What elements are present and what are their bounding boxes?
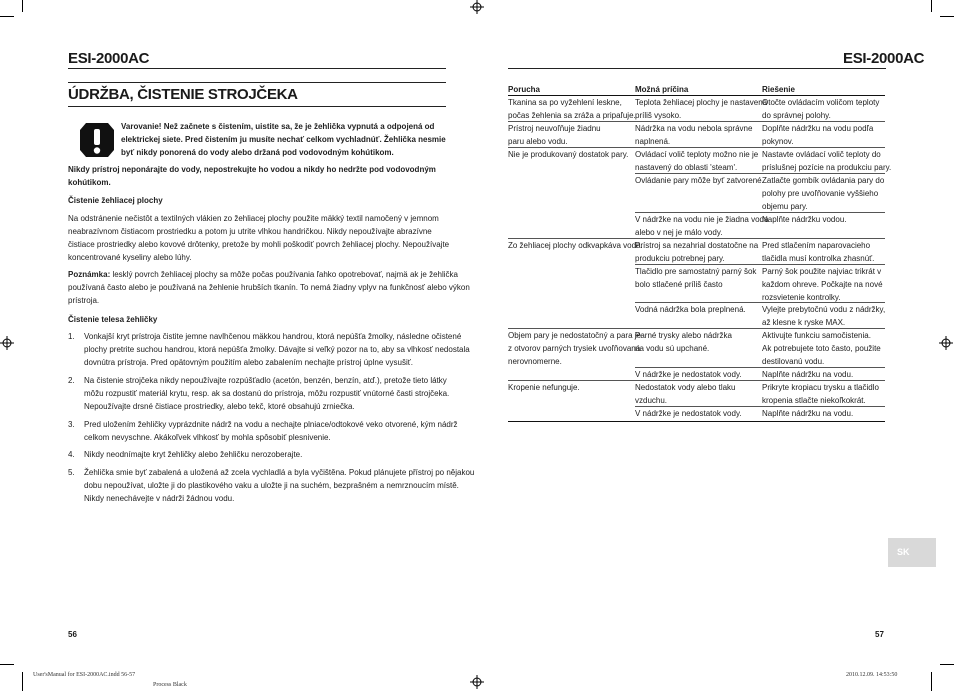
language-tab bbox=[888, 538, 936, 567]
body-line: čistiace prostriedky alebo kovové drôtenky, pretože by mohli poškodiť povrch žehliacej plochy. Nepoužívajte bbox=[68, 240, 450, 249]
registration-mark-icon bbox=[470, 675, 484, 689]
table-cell: V nádržke je nedostatok vody. bbox=[635, 370, 742, 379]
page-number-left: 56 bbox=[68, 630, 77, 639]
crop-mark bbox=[0, 16, 14, 17]
table-cell: Tkanina sa po vyžehlení leskne, bbox=[508, 98, 622, 107]
table-cell: pokynov. bbox=[762, 137, 794, 146]
note-text: lesklý povrch žehliacej plochy sa môže počas používania ľahko opotrebovať, najmä ak je žehlička bbox=[110, 270, 458, 279]
table-header-solution: Riešenie bbox=[762, 85, 795, 94]
table-cell: rozsvietenie kontrolky. bbox=[762, 293, 841, 302]
footer-file: User'sManual for ESI-2000AC.indd 56-57 bbox=[33, 672, 136, 678]
table-cell: alebo v nej je málo vody. bbox=[635, 228, 723, 237]
step-line: môžu rozpustiť materiál krytu, resp. ak sa dostanú do prístroja, môžu rozpustiť vnútorné časti strojčeka. bbox=[84, 389, 450, 398]
table-cell: Nedostatok vody alebo tlaku bbox=[635, 383, 736, 392]
step-number: 2. bbox=[68, 376, 75, 385]
table-cell: bolo stlačené príliš často bbox=[635, 280, 723, 289]
table-cell: Otočte ovládacím voličom teploty bbox=[762, 98, 880, 107]
step-line: celkom nevyschne. Akákoľvek vlhkosť by mohla spôsobiť plesnivenie. bbox=[84, 433, 331, 442]
step-line: dovnútra prístroja. Pred opätovným použitím alebo zabalením nechajte prístroj úplne vysušiť. bbox=[84, 358, 413, 367]
table-cell: naplnená. bbox=[635, 137, 671, 146]
title-rule-bottom bbox=[68, 106, 446, 107]
body-line: používaná často alebo je používaná na žehlenie hrubších tkanín. To nemá žiadny vplyv na funkčnosť alebo výkon bbox=[68, 283, 470, 292]
step-number: 3. bbox=[68, 420, 75, 429]
step-number: 5. bbox=[68, 468, 75, 477]
table-cell: Aktivujte funkciu samočistenia. bbox=[762, 331, 871, 340]
table-cell: Kropenie nefunguje. bbox=[508, 383, 580, 392]
table-cell: Naplňte nádržku na vodu. bbox=[762, 409, 854, 418]
step-line: dobu nepoužívat, uložte ji do plastikového vaku a uložte ji na suchém, bezprašném a nemrznoucím místě. bbox=[84, 481, 459, 490]
step-line: plochy pretrite suchou handrou, ktorá nepúšťa žmolky. Dávajte si veľký pozor na to, aby sa vlhkosť nedostala bbox=[84, 345, 470, 354]
table-cell: Parný šok použite najviac trikrát v bbox=[762, 267, 882, 276]
table-cell: Prikryte kropiacu trysku a tlačidlo bbox=[762, 383, 879, 392]
table-cell: Ak potrebujete toto často, použite bbox=[762, 344, 881, 353]
header-rule-right bbox=[508, 68, 886, 69]
table-cell: nerovnomerne. bbox=[508, 357, 562, 366]
table-header-cause: Možná príčina bbox=[635, 85, 689, 94]
exclamation-warning-icon bbox=[79, 121, 115, 159]
footer-process: Process Black bbox=[153, 682, 187, 688]
step-line: Pred uložením žehličky vyprázdnite nádrž na vodu a nechajte plniace/odtokové veko otvorené, kým nádrž bbox=[84, 420, 458, 429]
crop-mark bbox=[0, 664, 14, 665]
table-rule bbox=[508, 421, 885, 422]
table-cell: Pred stlačením naparovacieho bbox=[762, 241, 871, 250]
table-cell: až klesne k ryske MAX. bbox=[762, 318, 846, 327]
table-cell: Nádržka na vodu nebola správne bbox=[635, 124, 753, 133]
page-title: ÚDRŽBA, ČISTENIE STROJČEKA bbox=[68, 86, 298, 103]
note-label: Poznámka: bbox=[68, 270, 111, 279]
crop-mark bbox=[931, 672, 932, 691]
table-cell: nastavený do oblasti 'steam'. bbox=[635, 163, 738, 172]
table-cell: Vodná nádržka bola preplnená. bbox=[635, 305, 746, 314]
table-cell: Ovládanie pary môže byť zatvorené. bbox=[635, 176, 764, 185]
crop-mark bbox=[22, 672, 23, 691]
step-line: Vonkajší kryt prístroja čistite jemne navlhčenou mäkkou handrou, ktorá nepúšťa žmolky, následne očistené bbox=[84, 332, 462, 341]
note-line: kohútikom. bbox=[68, 178, 111, 187]
section-heading-soleplate: Čistenie žehliacej plochy bbox=[68, 196, 163, 205]
table-cell: Doplňte nádržku na vodu podľa bbox=[762, 124, 874, 133]
registration-mark-icon bbox=[470, 0, 484, 14]
registration-mark-icon bbox=[0, 336, 14, 350]
table-cell: Parné trysky alebo nádržka bbox=[635, 331, 732, 340]
table-cell: počas žehlenia sa zráža a pripaľuje. bbox=[508, 111, 636, 120]
table-cell: kropenia stlačte niekoľkokrát. bbox=[762, 396, 866, 405]
table-cell: Objem pary je nedostatočný a para je bbox=[508, 331, 641, 340]
crop-mark bbox=[940, 16, 954, 17]
registration-mark-icon bbox=[939, 336, 953, 350]
table-cell: V nádržke na vodu nie je žiadna voda bbox=[635, 215, 769, 224]
table-cell: príliš vysoko. bbox=[635, 111, 682, 120]
table-cell: vzduchu. bbox=[635, 396, 668, 405]
step-number: 1. bbox=[68, 332, 75, 341]
footer-timestamp: 2010.12.09. 14:53:50 bbox=[846, 672, 898, 678]
note-paragraph bbox=[68, 268, 458, 281]
table-cell: destilovanú vodu. bbox=[762, 357, 825, 366]
table-cell: polohy pre uvoľňovanie vyššieho bbox=[762, 189, 879, 198]
table-cell: Vylejte prebytočnú vodu z nádržky, bbox=[762, 305, 886, 314]
table-cell: tlačidla musí kontrolka zhasnúť. bbox=[762, 254, 875, 263]
table-cell: Zo žehliacej plochy odkvapkáva voda. bbox=[508, 241, 643, 250]
body-line: Na odstránenie nečistôt a textilných vlákien zo žehliacej plochy použite mäkký textil namočený v jemnom bbox=[68, 214, 439, 223]
table-cell: z otvorov parných trysiek uvoľňovaná bbox=[508, 344, 641, 353]
section-heading-body: Čistenie telesa žehličky bbox=[68, 315, 158, 324]
warning-line: elektrickej siete. Pred čistením ju musíte nechať celkom vychladnúť. Žehlička nesmie bbox=[121, 135, 446, 144]
body-line: neabrazívnom čistiacom prostriedku a potom ju utrite vlhkou handričkou. Nikdy nepoužívajte abrazívne bbox=[68, 227, 432, 236]
crop-mark bbox=[940, 664, 954, 665]
table-cell: objemu pary. bbox=[762, 202, 808, 211]
note-line: Nikdy prístroj neponárajte do vody, nepostrekujte ho vodou a nikdy ho nedržte pod vodovodným bbox=[68, 165, 436, 174]
table-cell: Nie je produkovaný dostatok pary. bbox=[508, 150, 629, 159]
body-line: prístroja. bbox=[68, 296, 100, 305]
table-cell: Teplota žehliacej plochy je nastavená bbox=[635, 98, 768, 107]
table-cell: Tlačidlo pre samostatný parný šok bbox=[635, 267, 757, 276]
step-line: Nepoužívajte drsné čistiace prostriedky, alebo tekč, ktoré obsahujú zrniečka. bbox=[84, 402, 355, 411]
table-cell: na vodu sú upchané. bbox=[635, 344, 710, 353]
table-cell: Nastavte ovládací volič teploty do bbox=[762, 150, 881, 159]
step-line: Žehlička smie byť zabalená a uložená až zcela vychladlá a byla vyčištěna. Pokud plánujete přístroj po nějakou bbox=[84, 468, 475, 477]
table-cell: Prístroj sa nezahrial dostatočne na bbox=[635, 241, 759, 250]
table-header-problem: Porucha bbox=[508, 85, 541, 94]
warning-line: byť nikdy ponorená do vody alebo držaná pod vodovodným kohútikom. bbox=[121, 148, 394, 157]
title-rule-top bbox=[68, 82, 446, 83]
step-line: Nikdy nenechávejte v nádrži žádnou vodu. bbox=[84, 494, 235, 503]
page-number-right: 57 bbox=[875, 630, 884, 639]
language-tab-label: SK bbox=[897, 547, 910, 557]
table-cell: produkciu potrebnej pary. bbox=[635, 254, 725, 263]
table-cell: Naplňte nádržku vodou. bbox=[762, 215, 847, 224]
warning-line: Varovanie! Než začnete s čistením, uistite sa, že je žehlička vypnutá a odpojená od bbox=[121, 122, 435, 131]
model-name-left: ESI-2000AC bbox=[68, 50, 150, 67]
table-cell: do správnej polohy. bbox=[762, 111, 831, 120]
step-number: 4. bbox=[68, 450, 75, 459]
step-line: Na čistenie strojčeka nikdy nepoužívajte rozpúšťadlo (acetón, benzén, benzín, atď.), pretože tieto látky bbox=[84, 376, 447, 385]
table-cell: Naplňte nádržku na vodu. bbox=[762, 370, 854, 379]
crop-mark bbox=[931, 0, 932, 12]
body-line: koncentrované kyseliny alebo lúhy. bbox=[68, 253, 192, 262]
model-name-right: ESI-2000AC bbox=[843, 50, 925, 67]
header-rule-left bbox=[68, 68, 446, 69]
table-cell: V nádržke je nedostatok vody. bbox=[635, 409, 742, 418]
table-cell: Ovládací volič teploty možno nie je bbox=[635, 150, 759, 159]
crop-mark bbox=[22, 0, 23, 12]
table-cell: príslušnej pozície na produkciu pary. bbox=[762, 163, 892, 172]
table-cell: Zatlačte gombík ovládania pary do bbox=[762, 176, 885, 185]
table-cell: paru alebo vodu. bbox=[508, 137, 568, 146]
step-line: Nikdy neodnímajte kryt žehličky alebo žehličku nerozoberajte. bbox=[84, 450, 303, 459]
table-cell: Prístroj neuvoľňuje žiadnu bbox=[508, 124, 601, 133]
table-cell: každom ohreve. Počkajte na nové bbox=[762, 280, 883, 289]
